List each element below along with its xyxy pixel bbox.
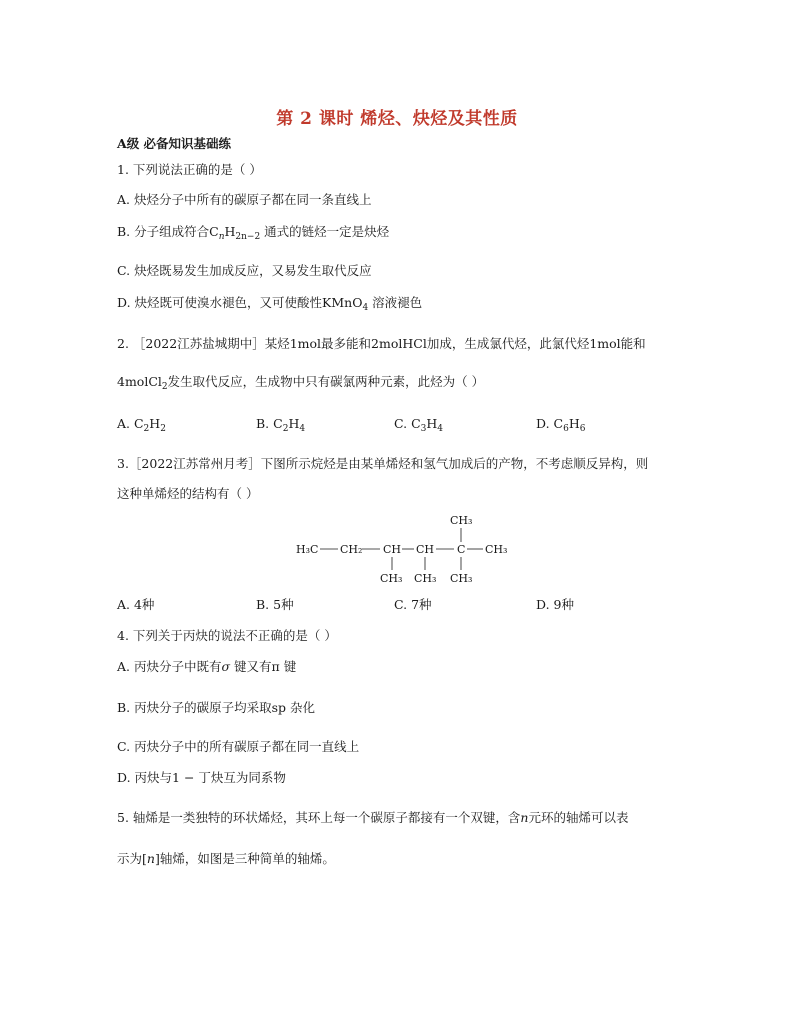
section-heading: A级 必备知识基础练 bbox=[117, 136, 232, 151]
q4-stem: 4. 下列关于丙炔的说法不正确的是（ ） bbox=[117, 628, 337, 643]
page-title: 第 2 课时 烯烃、炔烃及其性质 bbox=[276, 109, 518, 129]
struct-main-ch-2: CH bbox=[416, 543, 435, 556]
q3-line2: 这种单烯烃的结构有（ ） bbox=[117, 486, 259, 501]
q2-line1: 2. ［2022江苏盐城期中］某烃1mol最多能和2molHCl加成，生成氯代烃，此氯代烃1mol能和 bbox=[117, 336, 646, 351]
q2-option-d: D. $C_6H_6$ bbox=[536, 416, 586, 434]
q2-option-b: B. $C_2H_4$ bbox=[256, 416, 306, 434]
q3-option-b: B. 5种 bbox=[256, 597, 294, 612]
q4-option-c: C. 丙炔分子中的所有碳原子都在同一直线上 bbox=[117, 739, 360, 754]
q3-option-c: C. 7种 bbox=[394, 597, 432, 612]
q1-stem: 1. 下列说法正确的是（ ） bbox=[117, 162, 262, 177]
q4-option-b: B. 丙炔分子的碳原子均采取sp 杂化 bbox=[117, 700, 316, 715]
q5-line2: 示为[n]轴烯，如图是三种简单的轴烯。 bbox=[117, 851, 335, 866]
alkane-structure-diagram bbox=[280, 508, 520, 588]
q2-option-a: A. $C_2H_2$ bbox=[117, 416, 166, 434]
struct-branch-methyl-1: CH₃ bbox=[380, 572, 403, 585]
q2-option-c: C. $C_3H_4$ bbox=[394, 416, 444, 434]
q1-option-c: C. 炔烃既易发生加成反应，又易发生取代反应 bbox=[117, 263, 372, 278]
struct-top-methyl: CH₃ bbox=[450, 514, 473, 527]
q5-line1: 5. 轴烯是一类独特的环状烯烃，其环上每一个碳原子都接有一个双键，含n元环的轴烯可以表 bbox=[117, 810, 629, 825]
q3-option-d: D. 9种 bbox=[536, 597, 574, 612]
q4-option-d: D. 丙炔与1 − 丁炔互为同系物 bbox=[117, 770, 286, 785]
struct-branch-methyl-2: CH₃ bbox=[414, 572, 437, 585]
q4-option-a: A. 丙炔分子中既有σ 键又有π 键 bbox=[117, 659, 297, 674]
struct-main-ch-1: CH bbox=[383, 543, 402, 556]
q3-line1: 3.［2022江苏常州月考］下图所示烷烃是由某单烯烃和氢气加成后的产物，不考虑顺反异构，则 bbox=[117, 456, 649, 471]
q3-option-a: A. 4种 bbox=[117, 597, 155, 612]
struct-main-c: C bbox=[457, 543, 466, 556]
struct-main-ch2: CH₂ bbox=[340, 543, 363, 556]
struct-branch-methyl-3: CH₃ bbox=[450, 572, 473, 585]
q1-option-d: D. 炔烃既可使溴水褪色，又可使酸性KMnO$_4$ 溶液褪色 bbox=[117, 295, 423, 313]
q1-option-a: A. 炔烃分子中所有的碳原子都在同一条直线上 bbox=[117, 192, 372, 207]
struct-main-ch3: CH₃ bbox=[485, 543, 508, 556]
struct-main-h3c: H₃C bbox=[296, 543, 319, 556]
q2-line2: 4molCl$_2$发生取代反应，生成物中只有碳氯两种元素，此烃为（ ） bbox=[117, 374, 485, 392]
q1-option-b: B. 分子组成符合$C_nH_{2n-2}$ 通式的链烃一定是炔烃 bbox=[117, 224, 390, 242]
